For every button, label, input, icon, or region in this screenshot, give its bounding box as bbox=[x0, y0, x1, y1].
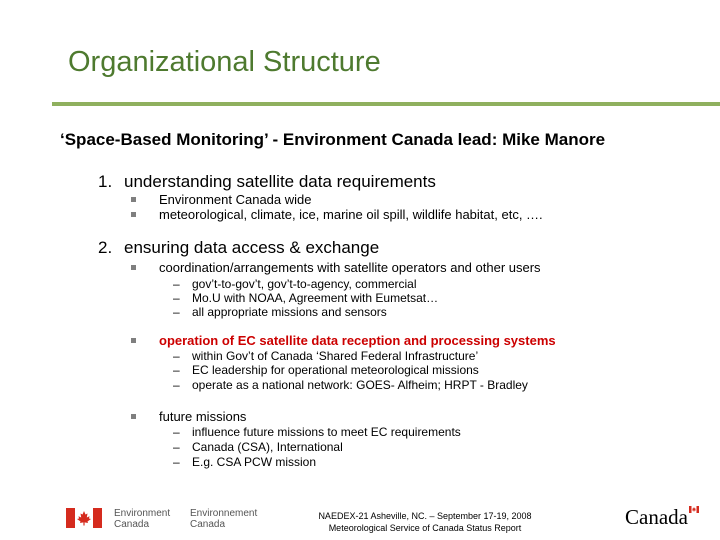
square-bullet-icon bbox=[131, 212, 136, 217]
dash-bullet-icon: – bbox=[173, 455, 180, 469]
dash-bullet-icon: – bbox=[173, 363, 180, 377]
section-2-heading bbox=[98, 238, 379, 258]
bullet-text: operation of EC satellite data reception and processing systems bbox=[159, 333, 556, 348]
sub-bullet-text: Mo.U with NOAA, Agreement with Eumetsat… bbox=[192, 291, 439, 305]
title-divider bbox=[52, 102, 720, 106]
square-bullet-icon bbox=[131, 414, 136, 419]
dash-bullet-icon: – bbox=[173, 291, 180, 305]
square-bullet-icon bbox=[131, 265, 136, 270]
sub-bullet-text: operate as a national network: GOES- Alfheim; HRPT - Bradley bbox=[192, 378, 528, 392]
section-1-heading bbox=[98, 172, 436, 192]
org-name-line: Environnement bbox=[190, 508, 258, 519]
dash-bullet-icon: – bbox=[173, 349, 180, 363]
sub-bullet-text: within Gov’t of Canada ‘Shared Federal Infrastructure’ bbox=[192, 349, 479, 363]
dash-bullet-icon: – bbox=[173, 378, 180, 392]
dash-bullet-icon: – bbox=[173, 440, 180, 454]
dash-bullet-icon: – bbox=[173, 305, 180, 319]
bullet-text: meteorological, climate, ice, marine oil spill, wildlife habitat, etc, …. bbox=[159, 207, 543, 222]
sub-bullet-text: EC leadership for operational meteorological missions bbox=[192, 363, 479, 377]
sub-bullet-text: Canada (CSA), International bbox=[192, 440, 343, 454]
sub-bullet-text: influence future missions to meet EC requirements bbox=[192, 425, 461, 439]
sub-bullet-text: gov’t-to-gov’t, gov’t-to-agency, commercial bbox=[192, 277, 417, 291]
dash-bullet-icon: – bbox=[173, 277, 180, 291]
bullet-text: Environment Canada wide bbox=[159, 192, 312, 207]
slide-title: Organizational Structure bbox=[68, 46, 381, 78]
canada-flag-icon bbox=[66, 508, 102, 528]
wordmark-flag-icon bbox=[689, 506, 699, 513]
event-line: NAEDEX-21 Asheville, NC. – September 17-19, 2008 bbox=[318, 511, 532, 521]
bullet-text: future missions bbox=[159, 409, 247, 424]
org-name-line: Canada bbox=[190, 519, 226, 530]
square-bullet-icon bbox=[131, 338, 136, 343]
canada-wordmark: Canada bbox=[625, 505, 688, 529]
sub-bullet-text: E.g. CSA PCW mission bbox=[192, 455, 317, 469]
section-number: 2. bbox=[98, 238, 113, 257]
bullet-text: coordination/arrangements with satellite operators and other users bbox=[159, 260, 541, 275]
org-name-french bbox=[190, 508, 257, 530]
org-name-line: Canada bbox=[114, 519, 150, 530]
square-bullet-icon bbox=[131, 197, 136, 202]
org-name-line: Environment bbox=[114, 508, 171, 519]
section-heading-text: ensuring data access & exchange bbox=[124, 238, 380, 257]
event-line: Meteorological Service of Canada Status Report bbox=[328, 523, 522, 533]
slide-subtitle: ‘Space-Based Monitoring’ - Environment Canada lead: Mike Manore bbox=[60, 130, 606, 149]
section-heading-text: understanding satellite data requirements bbox=[124, 172, 436, 191]
org-name-english bbox=[114, 508, 170, 530]
section-number: 1. bbox=[98, 172, 113, 191]
event-footer bbox=[300, 510, 550, 534]
sub-bullet-text: all appropriate missions and sensors bbox=[192, 305, 387, 319]
dash-bullet-icon: – bbox=[173, 425, 180, 439]
